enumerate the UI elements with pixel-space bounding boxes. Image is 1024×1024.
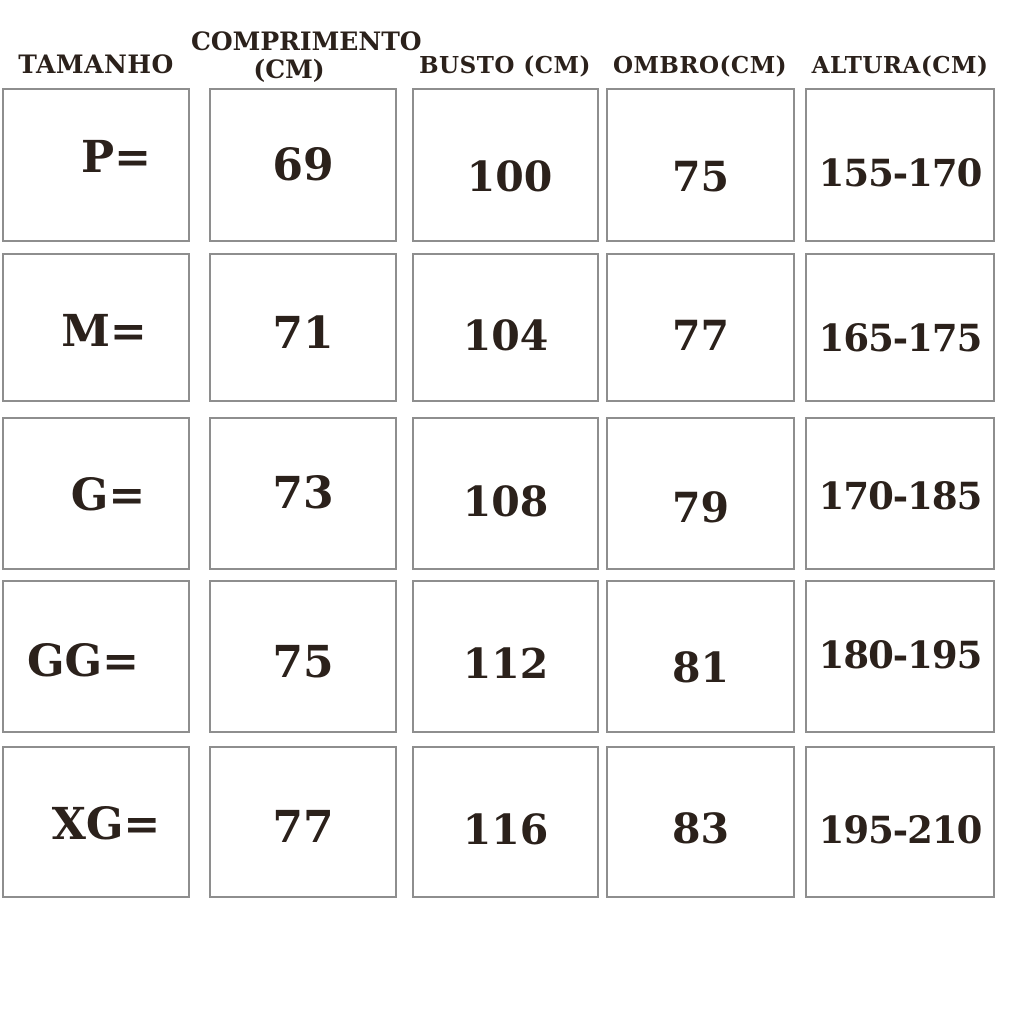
cell-value: 75 [671,153,730,201]
cell-g-ombro [606,417,795,570]
cell-xg-tamanho [2,746,190,898]
column-header-ombro: OMBRO(CM) [612,52,788,79]
cell-value: M= [61,306,147,357]
column-header-comprimento: COMPRIMENTO (CM) [191,27,422,84]
cell-value: 180-195 [818,632,982,677]
cell-gg-ombro [606,580,795,733]
cell-gg-altura [805,580,995,733]
cell-value: 104 [462,311,549,360]
cell-gg-tamanho [2,580,190,733]
cell-value: 108 [462,477,549,526]
cell-value: 73 [272,468,334,519]
cell-value: 100 [466,153,553,201]
cell-p-comprimento [209,88,397,242]
column-header-altura: ALTURA(CM) [811,52,989,79]
cell-value: 77 [272,801,334,853]
cell-p-altura [805,88,995,242]
cell-value: 195-210 [818,808,982,852]
cell-value: 71 [272,308,334,359]
cell-xg-busto [412,746,599,898]
cell-value: G= [70,470,146,521]
cell-g-altura [805,417,995,570]
cell-value: 81 [671,643,730,692]
cell-gg-busto [412,580,599,733]
column-header-tamanho: TAMANHO [18,50,174,79]
cell-xg-comprimento [209,746,397,898]
cell-value: 112 [462,639,549,688]
cell-m-comprimento [209,253,397,402]
cell-value: 77 [671,311,730,360]
cell-p-busto [412,88,599,242]
cell-value: 170-185 [818,473,982,518]
cell-value: P= [81,131,151,183]
cell-value: 79 [671,483,730,532]
cell-m-ombro [606,253,795,402]
cell-gg-comprimento [209,580,397,733]
cell-value: 116 [462,806,549,854]
cell-value: 75 [272,637,334,688]
cell-value: GG= [26,636,140,687]
cell-value: 83 [671,805,730,853]
cell-xg-altura [805,746,995,898]
cell-g-comprimento [209,417,397,570]
cell-m-tamanho [2,253,190,402]
cell-g-tamanho [2,417,190,570]
cell-value: 155-170 [818,151,982,195]
cell-xg-ombro [606,746,795,898]
cell-value: 165-175 [818,315,982,360]
cell-p-tamanho [2,88,190,242]
cell-value: 69 [272,139,334,191]
cell-value: XG= [51,798,161,850]
column-header-busto: BUSTO (CM) [419,52,591,79]
cell-m-altura [805,253,995,402]
cell-g-busto [412,417,599,570]
cell-m-busto [412,253,599,402]
cell-p-ombro [606,88,795,242]
